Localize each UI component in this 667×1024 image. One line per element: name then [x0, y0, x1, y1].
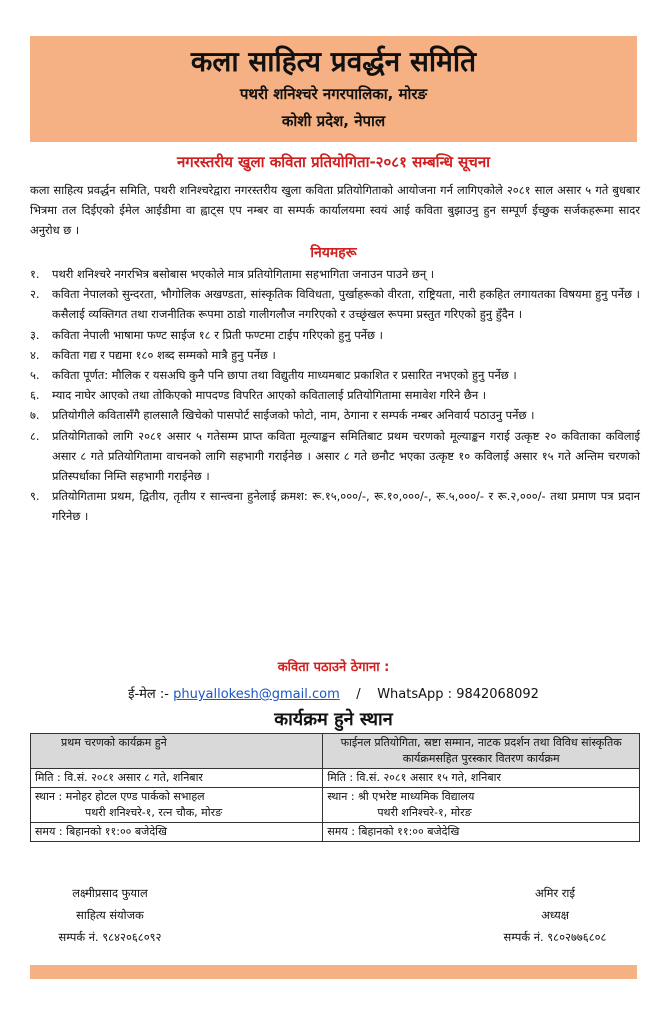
rules-list [30, 264, 640, 527]
rule-text: प्रतियोगीले कवितासँगै हालसालै खिचेको पासपोर्ट साईजको फोटो, नाम, ठेगाना र सम्पर्क नम्बर अनिवार्य पठाउनु पर्नेछ । [52, 408, 535, 423]
rule-item [30, 345, 640, 365]
footer-bar [30, 965, 637, 979]
rule-text: पथरी शनिश्चरे नगरभित्र बसोबास भएकोले मात्र प्रतियोगितामा सहभागिता जनाउन पाउने छन् । [52, 267, 435, 281]
notice-title: नगरस्तरीय खुला कविता प्रतियोगिता-२०८१ सम्बन्धि सूचना [176, 153, 491, 171]
final-round-place-line2: पथरी शनिश्चरे-१, मोरङ [377, 806, 472, 819]
first-round-place-line1: स्थान : मनोहर होटल एण्ड पार्कको सभाहल [35, 790, 205, 803]
email-link[interactable]: phuyallokesh@gmail.com [173, 687, 340, 702]
contact-line [0, 684, 667, 702]
signatory-phone: सम्पर्क नं. ९८०२७७६८०८ [503, 930, 607, 944]
rule-item [30, 385, 640, 405]
signatory-name: लक्ष्मीप्रसाद फुयाल [72, 886, 148, 900]
signatory-role: साहित्य संयोजक [76, 908, 144, 922]
venue-title: कार्यक्रम हुने स्थान [274, 709, 393, 730]
rule-number: ४. [30, 347, 40, 362]
rule-number: २. [30, 287, 40, 302]
signature-coordinator [30, 882, 190, 948]
rule-text: म्याद नाघेर आएको तथा तोकिएको मापदण्ड विपरित आएको कवितालाई प्रतियोगितामा समावेश गरिने छैन । [52, 388, 487, 403]
rule-number: १. [30, 267, 40, 281]
header-banner [30, 36, 637, 142]
whatsapp-number: 9842068092 [456, 687, 539, 702]
final-round-header: फाईनल प्रतियोगिता, स्रष्टा सम्मान, नाटक प्रदर्शन तथा विविध सांस्कृतिक कार्यक्रमसहित पुरस्कार वितरण कार्यक्रम [323, 734, 640, 769]
rule-text: कविता नेपाली भाषामा फण्ट साईज १८ र प्रिती फण्टमा टाईप गरिएको हुनु पर्नेछ । [52, 327, 383, 342]
venue-table [30, 733, 640, 842]
rule-item [30, 486, 640, 526]
table-row [31, 788, 640, 823]
send-address-title: कविता पठाउने ठेगाना : [277, 660, 390, 675]
rule-text: कविता पूर्णत: मौलिक र यसअघि कुनै पनि छापा तथा विद्युतीय माध्यमबाट प्रकाशित र प्रसारित नभएको हुनु पर्नेछ । [52, 368, 517, 383]
rules-title: नियमहरू [310, 245, 357, 261]
org-province: कोशी प्रदेश, नेपाल [281, 112, 386, 130]
email-label: ई-मेल :- [128, 687, 169, 702]
rule-number: ९. [30, 489, 40, 504]
final-round-place [323, 788, 640, 823]
table-row [31, 823, 640, 842]
first-round-place [31, 788, 323, 823]
final-round-time: समय : बिहानको ११:०० बजेदेखि [323, 823, 640, 842]
signatory-role: अध्यक्ष [541, 908, 569, 922]
whatsapp-label: WhatsApp : [377, 687, 453, 702]
table-row [31, 734, 640, 769]
signature-chairperson [470, 882, 640, 948]
first-round-place-line2: पथरी शनिश्चरे-१, रत्न चौक, मोरङ [85, 806, 223, 819]
rule-number: ६. [30, 388, 40, 403]
rule-number: ७. [30, 408, 40, 423]
first-round-date: मिति : वि.सं. २०८१ असार ८ गते, शनिबार [31, 769, 323, 788]
final-round-place-line1: स्थान : श्री एभरेष्ट माध्यमिक विद्यालय [327, 790, 475, 803]
rule-number: ५. [30, 368, 40, 383]
rule-number: ८. [30, 428, 40, 443]
final-round-date: मिति : वि.सं. २०८१ असार १५ गते, शनिबार [323, 769, 640, 788]
intro-paragraph: कला साहित्य प्रवर्द्धन समिति, पथरी शनिश्चरेद्वारा नगरस्तरीय खुला कविता प्रतियोगिताको आयोजना गर्न लागिएकोले २०८१ साल असार ५ गते बुधबार भित्रमा तल दिईएको ईमेल आईडीमा वा ह्वाट्स एप नम्बर वा सम्पर्क कार्यालयमा स्वयं आई कविता बुझाउनु हुन सम्पूर्ण ईच्छुक सर्जकहरूमा सादर अनुरोध छ । [30, 183, 640, 237]
rule-item [30, 405, 640, 425]
org-municipality: पथरी शनिश्चरे नगरपालिका, मोरङ [239, 85, 428, 103]
rule-item [30, 325, 640, 345]
rule-text: प्रतियोगिताको लागि २०८१ असार ५ गतेसम्म प्राप्त कविता मूल्याङ्कन समितिबाट प्रथम चरणको मूल्याङ्कन गराई उत्कृष्ट २० कविताका कविलाई असार ८ गते प्रतियोगितामा वाचनको लागि सहभागी गराईनेछ । असार ८ गते छनौट भएका उत्कृष्ट १० कविलाई असार १५ गते अन्तिम चरणको प्रतिस्पर्धाका निम्ति सहभागी गराईनेछ । [52, 428, 640, 484]
rule-text: कविता नेपालको सुन्दरता, भौगोलिक अखण्डता, सांस्कृतिक विविधता, पुर्खाहरूको वीरता, राष्ट्रियता, नारी हकहित लगायतका विषयमा हुनु पर्नेछ । कसैलाई व्यक्तिगत तथा राजनीतिक रूपमा ठाडो गालीगलौज नगरिएको र उच्छृंखल रूपमा प्रस्तुत गरिएको हुनु हुँदैन । [52, 287, 640, 322]
first-round-time: समय : बिहानको ११:०० बजेदेखि [31, 823, 323, 842]
contact-separator: / [356, 687, 361, 702]
signatory-name: अमिर राई [535, 886, 575, 900]
rule-text: प्रतियोगितामा प्रथम, द्वितीय, तृतीय र सान्त्वना हुनेलाई क्रमश: रू.१५,०००/-, रू.१०,०००/-, रू.५,०००/- र रू.२,०००/- तथा प्रमाण पत्र प्रदान गरिनेछ । [52, 489, 640, 524]
rule-text: कविता गद्य र पद्यमा १८० शब्द सम्मको मात्रै हुनु पर्नेछ । [52, 347, 276, 362]
rule-number: ३. [30, 327, 40, 342]
signatory-phone: सम्पर्क नं. ९८४२०६८०९२ [58, 930, 162, 944]
org-name: कला साहित्य प्रवर्द्धन समिति [190, 45, 477, 78]
rule-item [30, 284, 640, 324]
rule-item [30, 365, 640, 385]
rule-item [30, 426, 640, 487]
first-round-header: प्रथम चरणको कार्यक्रम हुने [31, 734, 323, 769]
rule-item [30, 264, 640, 284]
table-row [31, 769, 640, 788]
